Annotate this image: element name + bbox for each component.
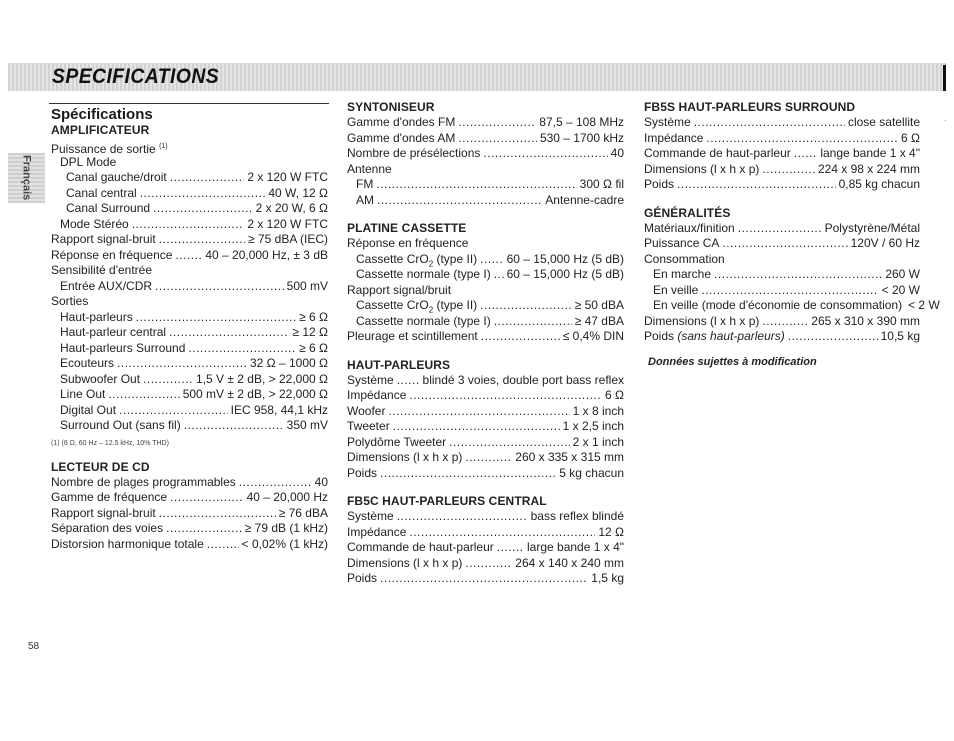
spec-row: En marche ..... 260 W — [644, 267, 920, 283]
section-title-speakers: HAUT-PARLEURS — [347, 357, 451, 372]
column-surround-general — [644, 100, 940, 370]
spec-row: Distorsion harmonique totale ..... < 0,02% (1 kHz) — [51, 537, 328, 553]
spec-row: FM ..... 300 Ω fil — [347, 177, 624, 193]
section-title-amplifier: AMPLIFICATEUR — [51, 123, 150, 137]
spec-row: Cassette CrO$_2$ (type II) ..... ≥ 50 dBA — [347, 298, 624, 314]
spec-label: DPL Mode — [60, 154, 117, 169]
spec-row: Gamme de fréquence ..... 40 – 20,000 Hz — [51, 490, 328, 506]
spec-label: Antenne — [347, 161, 392, 176]
spec-row: Dimensions (l x h x p) ..... 264 x 140 x 240 mm — [347, 556, 624, 572]
spec-row: Haut-parleur central ..... ≥ 12 Ω — [51, 325, 328, 341]
spec-row: Haut-parleurs Surround ..... ≥ 6 Ω — [51, 341, 328, 357]
subject-to-change-note: Données sujettes à modification — [648, 355, 817, 368]
footnote: (1) (6 Ω, 60 Hz – 12.5 kHz, 10% THD) — [51, 439, 169, 447]
spec-row: Réponse en fréquence ..... 40 – 20,000 Hz, ± 3 dB — [51, 248, 328, 264]
spec-label: Consommation — [644, 251, 725, 266]
spec-row: Woofer ..... 1 x 8 inch — [347, 404, 624, 420]
spec-row: Commande de haut-parleur ..... large bande 1 x 4" — [347, 540, 624, 556]
spec-row: Entrée AUX/CDR ..... 500 mV — [51, 279, 328, 295]
spec-row: Système ..... bass reflex blindé — [347, 509, 624, 525]
spec-row: Système ..... close satellite — [644, 115, 920, 131]
section-title-center-speaker: FB5C HAUT-PARLEURS CENTRAL — [347, 494, 547, 508]
spec-label: Sorties — [51, 294, 89, 308]
spec-row: Canal gauche/droit ..... 2 x 120 W FTC — [51, 170, 328, 186]
spec-row: Système ..... blindé 3 voies, double port bass reflex — [347, 373, 624, 389]
section-title-cd: LECTEUR DE CD — [51, 459, 150, 474]
spec-row: Polydôme Tweeter ..... 2 x 1 inch — [347, 435, 624, 451]
page-heading: Spécifications — [51, 106, 153, 123]
spec-row: Haut-parleurs ..... ≥ 6 Ω — [51, 310, 328, 326]
spec-row: Poids (sans haut-parleurs) ..... 10,5 kg — [644, 329, 920, 345]
spec-row: Impédance ..... 6 Ω — [347, 388, 624, 404]
language-tab-label-box — [11, 154, 42, 202]
spec-row: Nombre de plages programmables ..... 40 — [51, 475, 328, 491]
spec-row: Gamme d'ondes FM ..... 87,5 – 108 MHz — [347, 115, 624, 131]
spec-row: Cassette normale (type I) ..... ≥ 47 dBA — [347, 314, 624, 330]
spec-label: Puissance de sortie $^{(1)}$ — [51, 142, 168, 156]
spec-row: Impédance ..... 6 Ω — [644, 131, 920, 147]
spec-row: Pleurage et scintillement ..... ≤ 0,4% DIN — [347, 329, 624, 345]
spec-row: AM ..... Antenne-cadre — [347, 193, 624, 209]
spec-row: Poids ..... 1,5 kg — [347, 571, 624, 587]
spec-row: Nombre de présélections ..... 40 — [347, 146, 624, 162]
spec-row: Ecouteurs ..... 32 Ω – 1000 Ω — [51, 356, 328, 372]
banner-title: SPECIFICATIONS — [52, 65, 220, 88]
spec-row: Commande de haut-parleur ..... lange bande 1 x 4" — [644, 146, 920, 162]
section-title-tape: PLATINE CASSETTE — [347, 221, 467, 235]
spec-row: Dimensions (l x h x p) ..... 224 x 98 x 224 mm — [644, 162, 920, 178]
stray-mark: · — [944, 115, 947, 125]
page-number: 58 — [28, 641, 40, 652]
spec-row: Puissance CA ..... 120V / 60 Hz — [644, 236, 920, 252]
spec-row: Surround Out (sans fil) ..... 350 mV — [51, 418, 328, 434]
spec-row: Cassette normale (type I) ..... 60 – 15,000 Hz (5 dB) — [347, 267, 624, 283]
spec-row: Line Out ..... 500 mV ± 2 dB, > 22,000 Ω — [51, 387, 328, 403]
spec-row: Dimensions (l x h x p) ..... 265 x 310 x 390 mm — [644, 314, 920, 330]
spec-row: Gamme d'ondes AM ..... 530 – 1700 kHz — [347, 131, 624, 147]
heading-rule — [49, 103, 329, 104]
spec-row: Matériaux/finition ..... Polystyrène/Métal — [644, 221, 920, 237]
spec-row: Poids ..... 0,85 kg chacun — [644, 177, 920, 193]
spec-row: Poids ..... 5 kg chacun — [347, 466, 624, 482]
spec-row: Cassette CrO$_2$ (type II) ..... 60 – 15,000 Hz (5 dB) — [347, 252, 624, 268]
language-tab-label: Français — [20, 155, 33, 201]
section-title-tuner: SYNTONISEUR — [347, 100, 435, 114]
spec-row: Canal central ..... 40 W, 12 Ω — [51, 186, 328, 202]
spec-row: Canal Surround ..... 2 x 20 W, 6 Ω — [51, 201, 328, 217]
spec-label: Sensibilité d'entrée — [51, 263, 153, 277]
spec-row: Tweeter ..... 1 x 2,5 inch — [347, 419, 624, 435]
spec-row: Digital Out ..... IEC 958, 44,1 kHz — [51, 403, 328, 419]
column-amplifier-cd — [51, 123, 328, 552]
spec-row: Impédance ..... 12 Ω — [347, 525, 624, 541]
section-title-surround-speakers: FB5S HAUT-PARLEURS SURROUND — [644, 100, 856, 114]
spec-row: Séparation des voies ..... ≥ 79 dB (1 kHz) — [51, 521, 328, 537]
spec-row: Mode Stéréo ..... 2 x 120 W FTC — [51, 217, 328, 233]
spec-row: En veille ..... < 20 W — [644, 283, 920, 299]
banner-end-bar — [943, 65, 946, 91]
spec-row: En veille (mode d'économie de consommation) < 2 W — [653, 298, 940, 312]
spec-label: Rapport signal/bruit — [347, 282, 452, 297]
spec-label: Réponse en fréquence — [347, 236, 469, 250]
spec-row: Subwoofer Out ..... 1,5 V ± 2 dB, > 22,000 Ω — [51, 372, 328, 388]
spec-row: Dimensions (l x h x p) ..... 260 x 335 x 315 mm — [347, 450, 624, 466]
section-title-general: GÉNÉRALITÉS — [644, 205, 731, 220]
spec-row: Rapport signal-bruit ..... ≥ 76 dBA — [51, 506, 328, 522]
spec-row: Rapport signal-bruit ..... ≥ 75 dBA (IEC) — [51, 232, 328, 248]
specifications-banner — [8, 63, 946, 91]
column-tuner-tape-speakers — [347, 100, 624, 587]
